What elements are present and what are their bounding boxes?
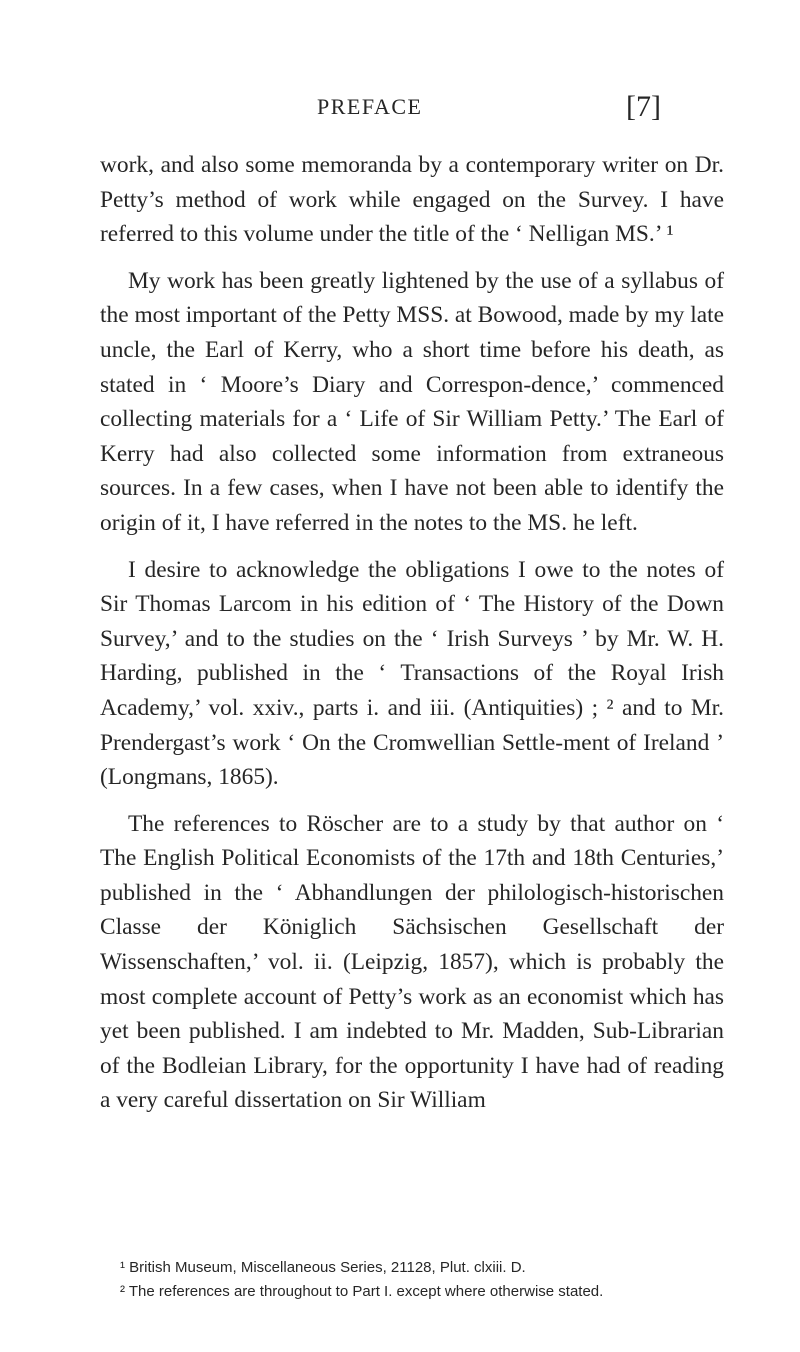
- footnote-1: ¹ British Museum, Miscellaneous Series, 21128, Plut. clxiii. D.: [120, 1259, 526, 1276]
- running-title: PREFACE: [317, 94, 423, 119]
- footnotes: [120, 1256, 740, 1304]
- paragraph-acknowledgements: I desire to acknowledge the obligations I owe to the notes of Sir Thomas Larcom in his edition of ‘ The History of the Down Survey,’ and to the studies on the ‘ Irish Surveys ’ by Mr. W. H. Harding, published in the ‘ Transactions of the Royal Irish Academy,’ vol. xxiv., parts i. and iii. (Antiquities) ; ² and to Mr. Prendergast’s work ‘ On the Cromwellian Settle-ment of Ireland ’ (Longmans, 1865).: [100, 556, 724, 791]
- paragraph-continuation: work, and also some memoranda by a contemporary writer on Dr. Petty’s method of work while engaged on the Survey. I have referred to this volume under the title of the ‘ Nelligan MS.’ ¹: [100, 152, 724, 248]
- paragraph-bowood-syllabus: My work has been greatly lightened by the use of a syllabus of the most important of the Petty MSS. at Bowood, made by my late uncle, the Earl of Kerry, who a short time before his death, as stated in ‘ Moore’s Diary and Correspon-dence,’ commenced collecting materials for a ‘ Life of Sir William Petty.’ The Earl of Kerry had also collected some information from extraneous sources. In a few cases, when I have not been able to identify the origin of it, I have referred in the notes to the MS. he left.: [100, 267, 724, 536]
- body-text: [100, 148, 724, 1130]
- page-number: [7]: [626, 90, 661, 123]
- paragraph-roscher-references: The references to Röscher are to a study by that author on ‘ The English Political Economists of the 17th and 18th Centuries,’ published in the ‘ Abhandlungen der philologisch-historischen Classe der Königlich Sächsischen Gesellschaft der Wissenschaften,’ vol. ii. (Leipzig, 1857), which is probably the most complete account of Petty’s work as an economist which has yet been published. I am indebted to Mr. Madden, Sub-Librarian of the Bodleian Library, for the opportunity I have had of reading a very careful dissertation on Sir William: [100, 810, 724, 1114]
- page-header: [0, 90, 800, 140]
- footnote-2: ² The references are throughout to Part I. except where otherwise stated.: [120, 1283, 604, 1300]
